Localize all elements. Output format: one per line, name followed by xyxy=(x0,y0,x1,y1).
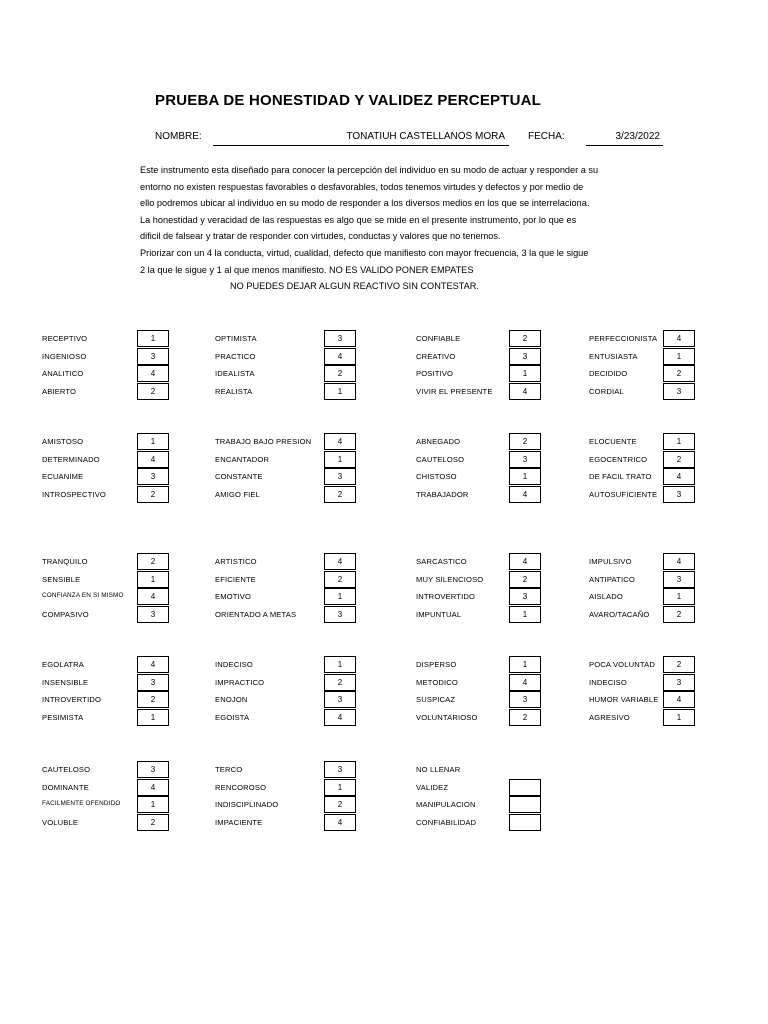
answer-box[interactable]: 4 xyxy=(324,348,356,365)
item-label: VOLUNTARIOSO xyxy=(416,712,478,722)
answer-box[interactable]: 2 xyxy=(137,814,169,831)
answer-box[interactable]: 4 xyxy=(509,674,541,691)
item-label: IDEALISTA xyxy=(215,369,255,379)
item-label: CONFIABLE xyxy=(416,334,461,343)
item-label: PESIMISTA xyxy=(42,712,84,722)
answer-box[interactable]: 2 xyxy=(663,606,695,623)
answer-box[interactable]: 3 xyxy=(324,606,356,623)
item-label: ORIENTADO A METAS xyxy=(215,609,297,619)
answer-box[interactable]: 4 xyxy=(663,330,695,347)
answer-box[interactable]: 3 xyxy=(324,691,356,708)
item-label: ABIERTO xyxy=(42,386,77,396)
item-label: CHISTOSO xyxy=(416,472,457,482)
item-label: REALISTA xyxy=(215,386,253,396)
fecha-value: 3/23/2022 xyxy=(615,131,660,142)
item-label: ENOJON xyxy=(215,695,248,705)
answer-box[interactable]: 3 xyxy=(509,451,541,468)
item-label: AMIGO FIEL xyxy=(215,489,260,499)
item-label: ECUANIME xyxy=(42,472,84,482)
item-label: ABNEGADO xyxy=(416,437,461,446)
item-label: CONSTANTE xyxy=(215,472,263,482)
item-label: INGENIOSO xyxy=(42,351,87,361)
item-label: RENCOROSO xyxy=(215,782,267,792)
instructions xyxy=(140,162,640,295)
answer-box[interactable]: 3 xyxy=(137,468,169,485)
answer-box[interactable]: 4 xyxy=(137,779,169,796)
answer-box[interactable] xyxy=(509,779,541,796)
item-label: AISLADO xyxy=(589,592,623,602)
answer-box[interactable]: 2 xyxy=(324,571,356,588)
item-label: VOLUBLE xyxy=(42,817,79,827)
fecha-label: FECHA: xyxy=(528,131,565,142)
item-label: FACILMENTE OFENDIDO xyxy=(42,800,121,808)
answer-box[interactable]: 3 xyxy=(509,588,541,605)
answer-box[interactable]: 1 xyxy=(509,468,541,485)
answer-box[interactable]: 2 xyxy=(324,486,356,503)
item-label: INTROSPECTIVO xyxy=(42,489,106,499)
item-label: INSENSIBLE xyxy=(42,677,89,687)
item-label: EMOTIVO xyxy=(215,592,252,602)
item-label: IMPACIENTE xyxy=(215,817,263,827)
answer-box[interactable]: 3 xyxy=(663,571,695,588)
item-label: DE FACIL TRATO xyxy=(589,472,652,482)
answer-box[interactable]: 1 xyxy=(324,383,356,400)
item-label: DOMINANTE xyxy=(42,782,89,792)
item-label: EGOCENTRICO xyxy=(589,454,648,464)
item-label: ARTISTICO xyxy=(215,557,257,566)
answer-box[interactable]: 1 xyxy=(137,796,169,813)
item-label: CORDIAL xyxy=(589,386,624,396)
answer-box[interactable]: 2 xyxy=(324,365,356,382)
answer-box[interactable]: 3 xyxy=(324,761,356,778)
answer-box[interactable]: 3 xyxy=(324,468,356,485)
answer-box[interactable]: 4 xyxy=(137,365,169,382)
item-label: DECIDIDO xyxy=(589,369,628,379)
answer-box[interactable]: 1 xyxy=(663,433,695,450)
item-label: PERFECCIONISTA xyxy=(589,334,658,343)
item-label: NO LLENAR xyxy=(416,765,461,774)
item-label: DISPERSO xyxy=(416,660,457,669)
answer-box[interactable]: 4 xyxy=(324,433,356,450)
instruction-line: Este instrumento esta diseñado para conocer la percepción del individuo en su modo de actuar y responder a su xyxy=(140,165,599,175)
answer-box[interactable]: 1 xyxy=(663,588,695,605)
instruction-line: NO PUEDES DEJAR ALGUN REACTIVO SIN CONTESTAR. xyxy=(230,281,479,292)
item-label: MANIPULACION xyxy=(416,800,476,810)
instruction-line: dificil de falsear y tratar de responder con virtudes, conductas y valores que no tenemos. xyxy=(140,231,501,242)
answer-box[interactable]: 1 xyxy=(663,348,695,365)
item-label: POCA VOLUNTAD xyxy=(589,660,655,669)
item-label: TERCO xyxy=(215,765,243,774)
item-label: AUTOSUFICIENTE xyxy=(589,489,658,499)
item-label: IMPULSIVO xyxy=(589,557,632,566)
answer-box[interactable]: 2 xyxy=(663,451,695,468)
instruction-line: 2 la que le sigue y 1 al que menos manifiesto. NO ES VALIDO PONER EMPATES xyxy=(140,264,474,275)
item-label: INTROVERTIDO xyxy=(416,592,476,602)
answer-box[interactable]: 2 xyxy=(137,383,169,400)
item-label: TRABAJO BAJO PRESION xyxy=(215,437,312,446)
answer-box[interactable]: 2 xyxy=(663,365,695,382)
answer-box[interactable]: 3 xyxy=(663,486,695,503)
item-label: SARCASTICO xyxy=(416,557,467,566)
answer-box[interactable]: 1 xyxy=(324,779,356,796)
answer-box[interactable]: 4 xyxy=(324,553,356,570)
item-label: TRANQUILO xyxy=(42,557,88,566)
answer-box[interactable]: 2 xyxy=(324,796,356,813)
answer-box[interactable]: 2 xyxy=(137,486,169,503)
answer-box[interactable]: 1 xyxy=(137,330,169,347)
item-label: INTROVERTIDO xyxy=(42,695,102,705)
answer-box[interactable]: 1 xyxy=(137,709,169,726)
item-label: POSITIVO xyxy=(416,369,454,379)
answer-box[interactable]: 1 xyxy=(324,588,356,605)
item-label: CAUTELOSO xyxy=(416,454,465,464)
answer-box[interactable]: 1 xyxy=(509,365,541,382)
answer-box[interactable]: 2 xyxy=(509,433,541,450)
answer-box[interactable]: 4 xyxy=(137,451,169,468)
item-label: EGOLATRA xyxy=(42,660,84,669)
answer-box[interactable]: 3 xyxy=(663,674,695,691)
answer-box[interactable]: 3 xyxy=(663,383,695,400)
instruction-line: ello podremos ubicar al individuo en su modo de responder a los diversos medios en los que se interrelaciona. xyxy=(140,198,590,209)
item-label: CONFIANZA EN SI MISMO xyxy=(42,592,124,600)
item-label: IMPRACTICO xyxy=(215,677,265,687)
answer-box[interactable]: 3 xyxy=(324,330,356,347)
item-label: AGRESIVO xyxy=(589,712,630,722)
instruction-line: entorno no existen respuestas favorables o desfavorables, todos tenemos virtudes y defectos y por medio de xyxy=(140,181,584,192)
answer-box[interactable]: 4 xyxy=(137,656,169,673)
answer-box[interactable]: 1 xyxy=(509,656,541,673)
nombre-value: TONATIUH CASTELLANOS MORA xyxy=(346,131,505,142)
answer-box[interactable]: 4 xyxy=(663,553,695,570)
item-label: INDECISO xyxy=(215,660,253,669)
answer-box[interactable]: 2 xyxy=(137,553,169,570)
item-label: INDECISO xyxy=(589,677,627,687)
answer-box[interactable]: 4 xyxy=(663,468,695,485)
nombre-label: NOMBRE: xyxy=(155,131,202,142)
answer-box[interactable]: 2 xyxy=(663,656,695,673)
answer-box[interactable]: 3 xyxy=(509,348,541,365)
item-label: INDISCIPLINADO xyxy=(215,800,279,810)
page-title: PRUEBA DE HONESTIDAD Y VALIDEZ PERCEPTUAL xyxy=(155,92,542,109)
item-label: SUSPICAZ xyxy=(416,695,456,705)
answer-box[interactable]: 1 xyxy=(137,571,169,588)
instruction-line: Priorizar con un 4 la conducta, virtud, cualidad, defecto que manifiesto con mayor frecuencia, 3 la que le sigue xyxy=(140,247,589,258)
answer-box[interactable]: 4 xyxy=(324,709,356,726)
answer-box[interactable]: 4 xyxy=(324,814,356,831)
item-label: PRACTICO xyxy=(215,351,256,361)
answer-box[interactable]: 2 xyxy=(509,571,541,588)
item-label: EGOISTA xyxy=(215,712,250,722)
item-label: COMPASIVO xyxy=(42,609,89,619)
instruction-line: La honestidad y veracidad de las respuestas es algo que se mide en el presente instrumento, por lo que es xyxy=(140,214,577,225)
item-label: ANTIPATICO xyxy=(589,574,635,584)
item-label: TRABAJADOR xyxy=(416,489,469,499)
answer-box[interactable]: 1 xyxy=(663,709,695,726)
item-label: VIVIR EL PRESENTE xyxy=(416,386,493,396)
answer-box[interactable]: 4 xyxy=(137,588,169,605)
item-label: RECEPTIVO xyxy=(42,334,88,343)
answer-box[interactable]: 2 xyxy=(137,691,169,708)
answer-box[interactable]: 1 xyxy=(509,606,541,623)
item-label: MUY SILENCIOSO xyxy=(416,574,484,584)
answer-box[interactable] xyxy=(509,814,541,831)
item-label: ANALITICO xyxy=(42,369,84,379)
item-label: SENSIBLE xyxy=(42,574,81,584)
item-label: HUMOR VARIABLE xyxy=(589,695,659,705)
item-label: CAUTELOSO xyxy=(42,765,91,774)
item-label: AVARO/TACAÑO xyxy=(589,609,650,619)
item-label: EFICIENTE xyxy=(215,574,257,584)
answer-box[interactable]: 2 xyxy=(324,674,356,691)
answer-box[interactable]: 4 xyxy=(509,553,541,570)
item-label: VALIDEZ xyxy=(416,782,449,792)
answer-box[interactable]: 3 xyxy=(137,674,169,691)
answer-box[interactable]: 3 xyxy=(137,606,169,623)
item-label: IMPUNTUAL xyxy=(416,609,462,619)
item-label: METODICO xyxy=(416,677,458,687)
answer-box[interactable]: 2 xyxy=(509,709,541,726)
item-label: CONFIABILIDAD xyxy=(416,817,477,827)
item-label: DETERMINADO xyxy=(42,454,100,464)
item-label: ENTUSIASTA xyxy=(589,351,638,361)
item-label: AMISTOSO xyxy=(42,437,84,446)
answer-box[interactable]: 3 xyxy=(137,348,169,365)
item-label: OPTIMISTA xyxy=(215,334,257,343)
answer-box[interactable]: 4 xyxy=(663,691,695,708)
item-label: ELOCUENTE xyxy=(589,437,637,446)
answer-box[interactable]: 3 xyxy=(137,761,169,778)
answer-box[interactable]: 4 xyxy=(509,383,541,400)
item-label: ENCANTADOR xyxy=(215,454,270,464)
answer-box[interactable]: 3 xyxy=(509,691,541,708)
answer-box[interactable]: 4 xyxy=(509,486,541,503)
answer-box[interactable]: 1 xyxy=(324,656,356,673)
answer-box[interactable]: 1 xyxy=(324,451,356,468)
answer-box[interactable]: 2 xyxy=(509,330,541,347)
item-label: CREATIVO xyxy=(416,351,456,361)
answer-box[interactable]: 1 xyxy=(137,433,169,450)
answer-box[interactable] xyxy=(509,796,541,813)
